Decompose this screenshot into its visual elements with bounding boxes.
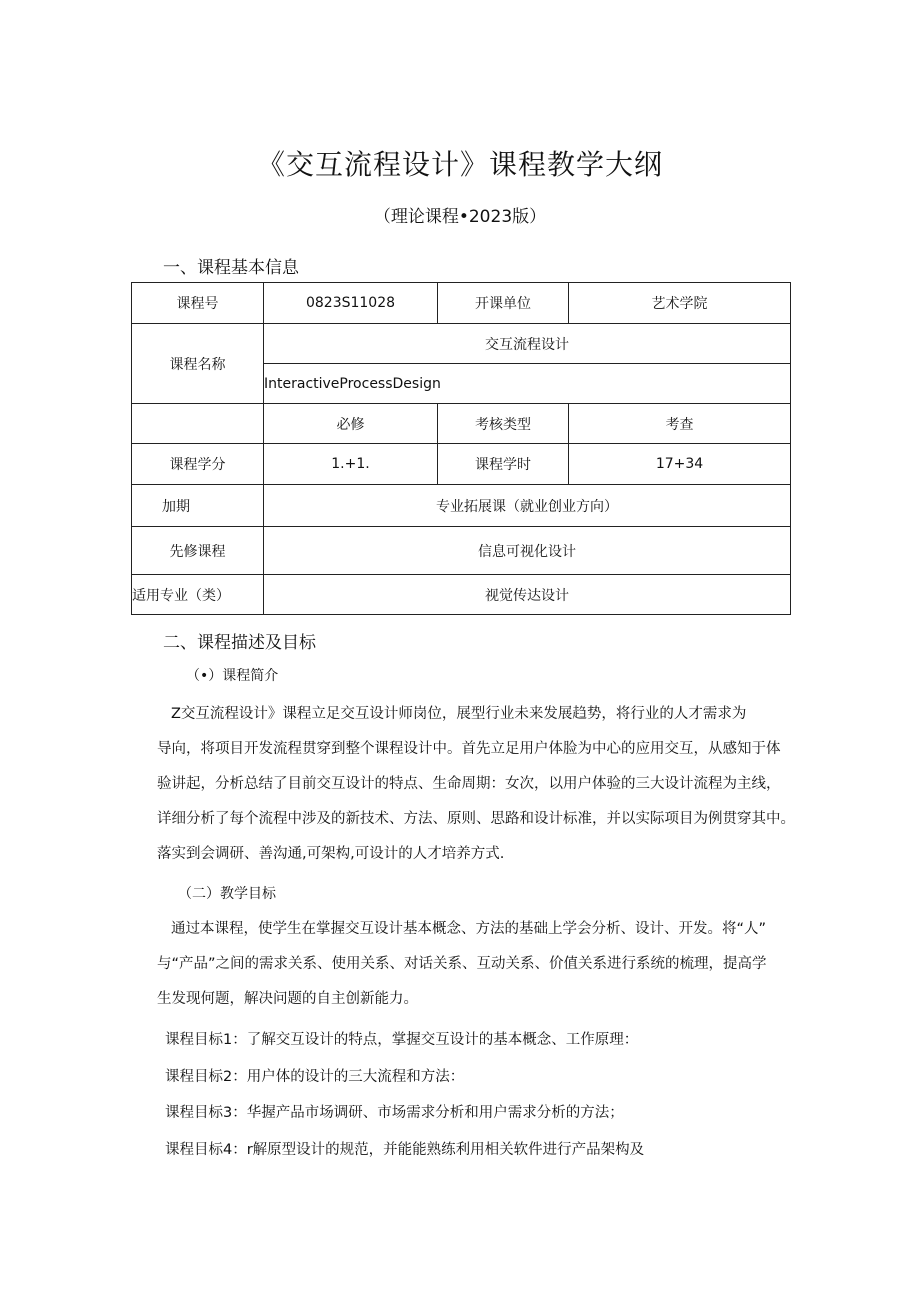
course-type-value: 必修 [264, 404, 438, 444]
intro-line: 验讲起，分析总结了目前交互设计的特点、生命周期：女次，以用户体验的三大设计流程为主线， [157, 776, 781, 792]
prereq-label: 先修课程 [132, 527, 264, 575]
course-name-en: InteractiveProcessDesign [264, 364, 791, 404]
period-label: 加期 [132, 485, 264, 527]
major-value: 视觉传达设计 [264, 575, 791, 615]
major-label: 适用专业（类） [132, 575, 264, 615]
hours-label: 课程学时 [438, 444, 569, 485]
table-row [132, 575, 791, 615]
intro-heading: （•）课程简介 [186, 668, 279, 684]
table-row [132, 283, 791, 324]
course-info-table [131, 282, 791, 615]
goal-heading: （二）教学目标 [178, 886, 276, 902]
course-name-label: 课程名称 [132, 324, 264, 404]
table-row [132, 324, 791, 364]
course-no-label: 课程号 [132, 283, 264, 324]
empty-cell [132, 404, 264, 444]
prereq-value: 信息可视化设计 [264, 527, 791, 575]
goal-line: 通过本课程，使学生在掌握交互设计基本概念、方法的基础上学会分析、设计、开发。将“人” [171, 921, 767, 937]
page-subtitle: （理论课程•2023版） [373, 207, 547, 227]
course-goal-2: 课程目标2：用户体的设计的三大流程和方法： [165, 1069, 465, 1085]
intro-paragraph [157, 697, 807, 872]
intro-line: 详细分析了每个流程中涉及的新技术、方法、原则、思路和设计标准，并以实际项目为例贯穿其中。 [157, 811, 795, 827]
table-row [132, 444, 791, 485]
hours-value: 17+34 [569, 444, 791, 485]
unit-label: 开课单位 [438, 283, 569, 324]
period-value: 专业拓展课（就业创业方向） [264, 485, 791, 527]
goal-paragraph [157, 912, 807, 1017]
section-heading-basic-info: 一、课程基本信息 [163, 258, 299, 278]
exam-type-label: 考核类型 [438, 404, 569, 444]
course-no-value: 0823S11028 [264, 283, 438, 324]
section-heading-description: 二、课程描述及目标 [163, 633, 316, 653]
table-row [132, 527, 791, 575]
course-name-cn: 交互流程设计 [264, 324, 791, 364]
unit-value: 艺术学院 [569, 283, 791, 324]
intro-line: Z交互流程设计》课程立足交互设计师岗位，展型行业未来发展趋势，将行业的人才需求为 [171, 706, 747, 722]
course-goal-1: 课程目标1：了解交互设计的特点，掌握交互设计的基本概念、工作原理： [165, 1032, 639, 1048]
goal-line: 生发现何题，解决问题的自主创新能力。 [157, 991, 418, 1007]
page-title: 《交互流程设计》课程教学大纲 [256, 148, 663, 181]
goal-line: 与“产品”之间的需求关系、使用关系、对话关系、互动关系、价值关系进行系统的梳理，提高学 [157, 956, 767, 972]
intro-line: 导向，将项目开发流程贯穿到整个课程设计中。首先立足用户体脸为中心的应用交互，从感知于体 [157, 741, 781, 757]
table-row [132, 485, 791, 527]
course-goal-4: 课程目标4：r解原型设计的规范，并能能熟练利用相关软件进行产品架构及 [165, 1142, 645, 1158]
credit-value: 1.+1. [264, 444, 438, 485]
exam-type-value: 考查 [569, 404, 791, 444]
intro-line: 落实到会调研、善沟通,可架构,可设计的人才培养方式. [157, 846, 505, 862]
course-goal-3: 课程目标3：华握产品市场调研、市场需求分析和用户需求分析的方法； [165, 1105, 624, 1121]
credit-label: 课程学分 [132, 444, 264, 485]
table-row [132, 404, 791, 444]
